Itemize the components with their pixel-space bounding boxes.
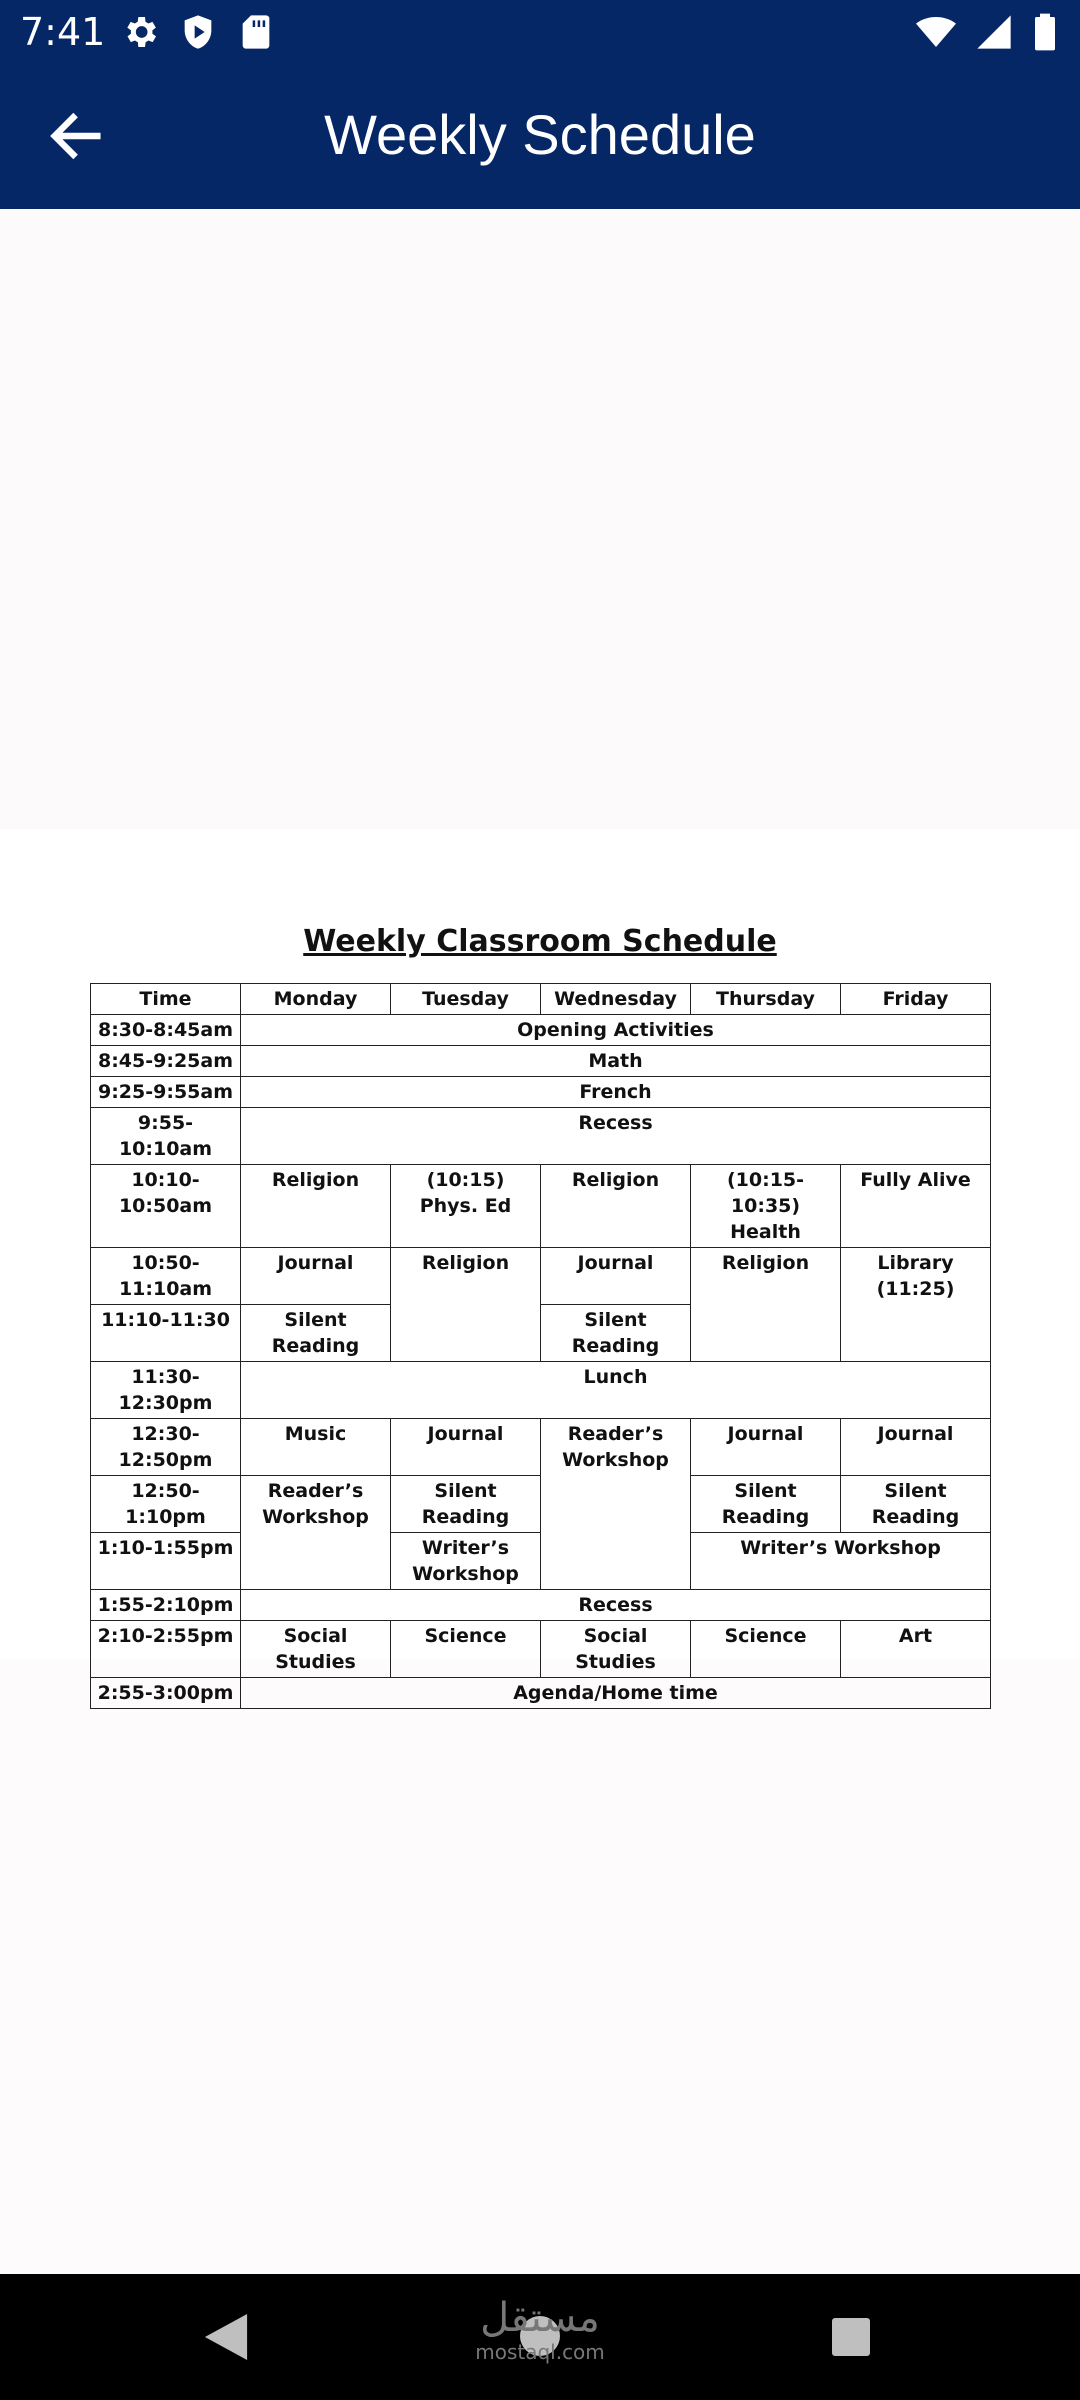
cell-signal-icon <box>974 12 1014 52</box>
shield-play-icon <box>178 12 218 52</box>
activity-cell: Religion <box>391 1248 541 1362</box>
activity-cell: Journal <box>841 1419 991 1476</box>
activity-cell: Silent Reading <box>541 1305 691 1362</box>
activity-cell <box>391 1533 541 1590</box>
table-row <box>91 1165 991 1248</box>
table-row <box>91 1678 991 1709</box>
activity-line: Health <box>730 1221 801 1243</box>
activity-cell <box>691 1165 841 1248</box>
time-line: 11:30- <box>131 1366 200 1388</box>
activity-cell: Science <box>391 1621 541 1678</box>
activity-cell: Religion <box>541 1165 691 1248</box>
time-cell: 9:25-9:55am <box>91 1077 241 1108</box>
table-row <box>91 1015 991 1046</box>
activity-cell: Fully Alive <box>841 1165 991 1248</box>
activity-line: Workshop <box>412 1563 519 1585</box>
time-cell: 8:45-9:25am <box>91 1046 241 1077</box>
activity-line: (10:15) <box>426 1169 505 1191</box>
activity-cell: Lunch <box>241 1362 991 1419</box>
status-bar <box>0 0 1080 64</box>
activity-line: (10:15-10:35) <box>726 1169 805 1217</box>
table-row <box>91 1046 991 1077</box>
time-line: 12:30pm <box>118 1392 213 1414</box>
time-cell <box>91 1419 241 1476</box>
header-cell: Friday <box>841 984 991 1015</box>
battery-icon <box>1032 12 1058 52</box>
header-cell: Monday <box>241 984 391 1015</box>
nav-recents-icon[interactable] <box>832 2318 870 2356</box>
table-row <box>91 1419 991 1476</box>
time-line: 12:50pm <box>118 1449 213 1471</box>
table-row <box>91 1108 991 1165</box>
activity-line: Reader’s <box>567 1423 664 1445</box>
document-area-bottom <box>0 1659 1080 2274</box>
activity-line: Reader’s <box>267 1480 364 1502</box>
activity-cell: Math <box>241 1046 991 1077</box>
time-cell: 1:55-2:10pm <box>91 1590 241 1621</box>
page-title: Weekly Schedule <box>324 103 756 166</box>
status-time: 7:41 <box>20 10 106 54</box>
activity-cell: Agenda/Home time <box>241 1678 991 1709</box>
activity-line: Workshop <box>562 1449 669 1471</box>
time-cell <box>91 1248 241 1305</box>
activity-cell: Social Studies <box>241 1621 391 1678</box>
watermark-latin: mostaql.com <box>475 2340 605 2364</box>
schedule-title: Weekly Classroom Schedule <box>303 924 777 959</box>
header-cell: Tuesday <box>391 984 541 1015</box>
activity-cell: Silent Reading <box>241 1305 391 1362</box>
activity-cell: Art <box>841 1621 991 1678</box>
wifi-icon <box>916 12 956 52</box>
app-bar <box>0 64 1080 209</box>
activity-cell: Writer’s Workshop <box>691 1533 991 1590</box>
time-cell: 2:10-2:55pm <box>91 1621 241 1678</box>
status-icons-left <box>120 12 276 52</box>
time-line: 10:50am <box>118 1195 213 1217</box>
header-cell: Thursday <box>691 984 841 1015</box>
activity-cell: Social Studies <box>541 1621 691 1678</box>
header-cell: Time <box>91 984 241 1015</box>
table-row <box>91 1248 991 1305</box>
status-icons-right <box>916 12 1058 52</box>
time-cell: 8:30-8:45am <box>91 1015 241 1046</box>
activity-cell: Journal <box>241 1248 391 1305</box>
activity-cell: Opening Activities <box>241 1015 991 1046</box>
time-line: 10:10- <box>131 1169 200 1191</box>
time-cell: 9:55-10:10am <box>91 1108 241 1165</box>
time-cell: 1:10-1:55pm <box>91 1533 241 1590</box>
activity-cell: French <box>241 1077 991 1108</box>
activity-cell: Journal <box>691 1419 841 1476</box>
activity-line: Writer’s <box>421 1537 510 1559</box>
table-header-row <box>91 984 991 1015</box>
table-row <box>91 1362 991 1419</box>
time-cell: 12:50-1:10pm <box>91 1476 241 1533</box>
gear-icon <box>120 12 160 52</box>
time-cell: 11:10-11:30 <box>91 1305 241 1362</box>
activity-cell: Journal <box>541 1248 691 1305</box>
activity-cell: Recess <box>241 1590 991 1621</box>
table-row <box>91 1077 991 1108</box>
document-area-top <box>0 209 1080 829</box>
time-line: 10:50- <box>131 1252 200 1274</box>
nav-back-icon[interactable] <box>204 2314 248 2360</box>
activity-cell: Music <box>241 1419 391 1476</box>
activity-cell: Journal <box>391 1419 541 1476</box>
activity-cell: Silent Reading <box>691 1476 841 1533</box>
activity-line: Phys. Ed <box>419 1195 512 1217</box>
activity-cell: Religion <box>691 1248 841 1362</box>
table-row <box>91 1621 991 1678</box>
navigation-bar <box>0 2274 1080 2400</box>
activity-cell: Silent Reading <box>391 1476 541 1533</box>
time-cell: 2:55-3:00pm <box>91 1678 241 1709</box>
activity-cell <box>541 1419 691 1590</box>
activity-line: Library <box>877 1252 954 1274</box>
activity-cell: Recess <box>241 1108 991 1165</box>
watermark <box>470 2296 610 2364</box>
watermark-arabic: مستقل <box>480 2295 600 2341</box>
activity-cell: Silent Reading <box>841 1476 991 1533</box>
activity-cell <box>241 1476 391 1590</box>
activity-line: (11:25) <box>876 1278 955 1300</box>
time-cell <box>91 1362 241 1419</box>
activity-cell <box>841 1248 991 1362</box>
schedule-table <box>90 983 991 1709</box>
table-row <box>91 1590 991 1621</box>
time-line: 11:10am <box>118 1278 213 1300</box>
header-cell: Wednesday <box>541 984 691 1015</box>
time-cell <box>91 1165 241 1248</box>
sd-card-icon <box>236 12 276 52</box>
activity-cell <box>391 1165 541 1248</box>
activity-cell: Religion <box>241 1165 391 1248</box>
time-line: 12:30- <box>131 1423 200 1445</box>
activity-cell: Science <box>691 1621 841 1678</box>
activity-line: Workshop <box>262 1506 369 1528</box>
